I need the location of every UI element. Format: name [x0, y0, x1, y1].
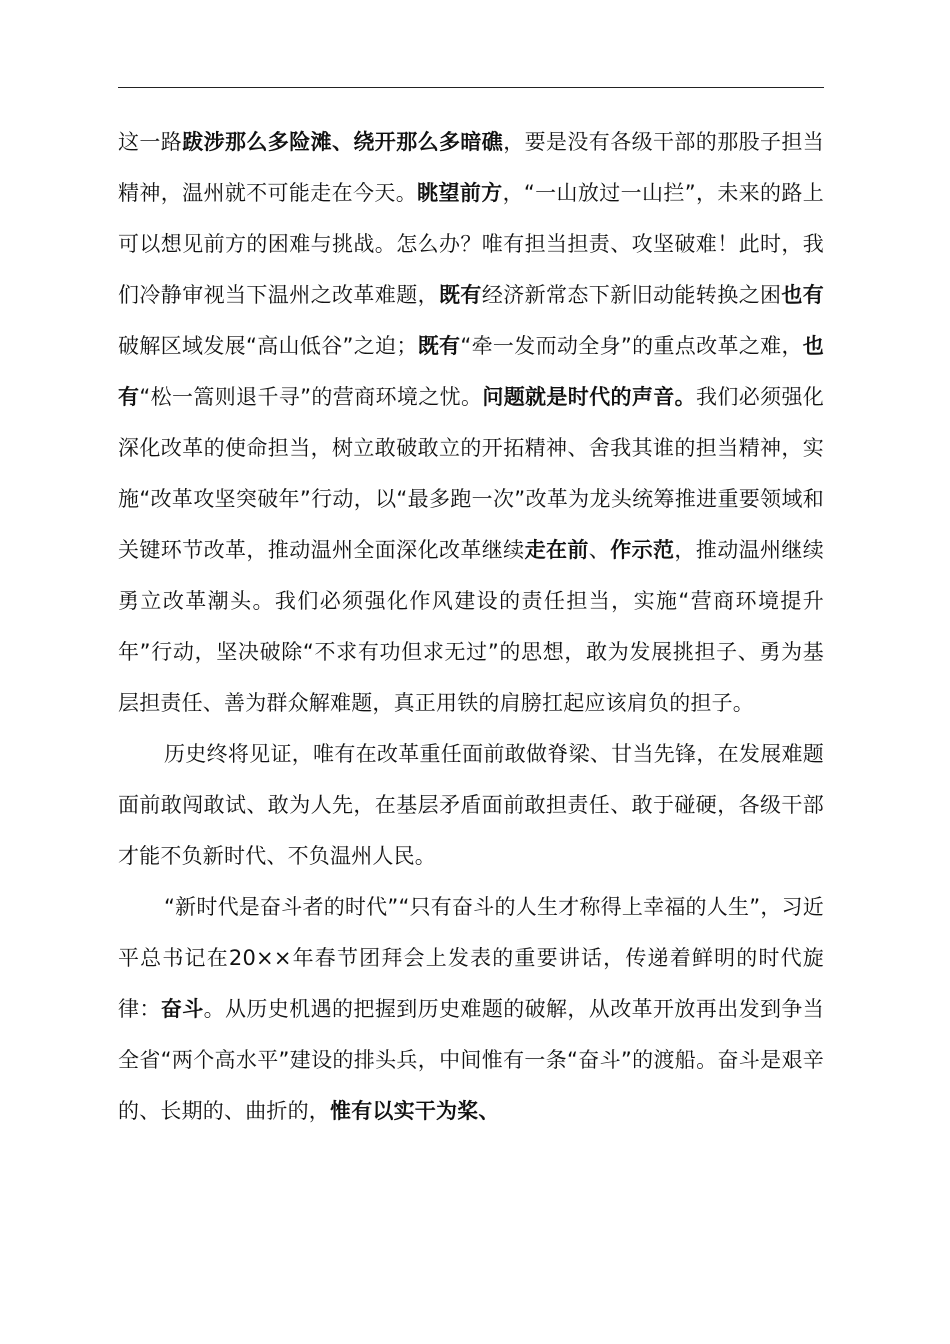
paragraph-3	[118, 882, 824, 1137]
bold-text-run: 问题就是时代的声音。	[482, 385, 696, 409]
text-run: 破解区域发展“高山低谷”之迫；	[118, 334, 418, 358]
text-run: 、	[588, 538, 611, 562]
text-run: ，要是没有各级干部的那股子担当精神，温州就不可能走在今天。	[118, 130, 824, 205]
text-run: 。从历史机遇的把握到历史难题的破解，从改革开放再出发到争当全省“两个高水平”建设的排头兵，中间惟有一条“奋斗”的渡船。奋斗是艰辛的、长期的、曲折的，	[118, 997, 825, 1123]
bold-text-run: 眺望前方	[417, 181, 503, 205]
bold-text-run: 惟有以实干为桨、	[330, 1099, 500, 1123]
bold-text-run: 既有	[439, 283, 482, 307]
bold-text-run: 也有	[118, 334, 824, 409]
bold-text-run: 奋斗	[160, 997, 204, 1021]
text-run: “牵一发而动全身”的重点改革之难，	[460, 334, 803, 358]
text-run: 历史终将见证，唯有在改革重任面前敢做脊梁、甘当先锋，在发展难题面前敢闯敢试、敢为人先，在基层矛盾面前敢担责任、敢于碰硬，各级干部才能不负新时代、不负温州人民。	[118, 742, 824, 868]
text-run: 这一路	[118, 130, 183, 154]
text-run: 经济新常态下新旧动能转换之困	[481, 283, 782, 307]
paragraph-1	[118, 117, 824, 729]
text-run: 我们必须强化深化改革的使命担当，树立敢破敢立的开拓精神、舍我其谁的担当精神，实施“改革攻坚突破年”行动，以“最多跑一次”改革为龙头统筹推进重要领域和关键环节改革，推动温州全面深化改革继续	[118, 385, 825, 562]
bold-text-run: 也有	[781, 283, 825, 307]
bold-text-run: 跋涉那么多险滩、绕开那么多暗礁	[182, 130, 504, 154]
text-run: ，推动温州继续勇立改革潮头。我们必须强化作风建设的责任担当，实施“营商环境提升年”行动，坚决破除“不求有功但求无过”的思想，敢为发展挑担子、勇为基层担责任、善为群众解难题，真正用铁的肩膀扛起应该肩负的担子。	[118, 538, 824, 715]
text-run: ，“一山放过一山拦”，未来的路上可以想见前方的困难与挑战。怎么办？唯有担当担责、攻坚破难！此时，我们冷静审视当下温州之改革难题，	[118, 181, 824, 307]
bold-text-run: 既有	[417, 334, 461, 358]
text-run: “松一篙则退千寻”的营商环境之忧。	[139, 385, 483, 409]
paragraph-2	[118, 729, 824, 882]
bold-text-run: 走在前	[524, 538, 589, 562]
header-rule	[118, 87, 824, 88]
document-body	[118, 117, 824, 1137]
text-run: “新时代是奋斗者的时代”“只有奋斗的人生才称得上幸福的人生”，习近平总书记在20××年春节团拜会上发表的重要讲话，传递着鲜明的时代旋律：	[118, 895, 824, 1021]
bold-text-run: 作示范	[610, 538, 675, 562]
